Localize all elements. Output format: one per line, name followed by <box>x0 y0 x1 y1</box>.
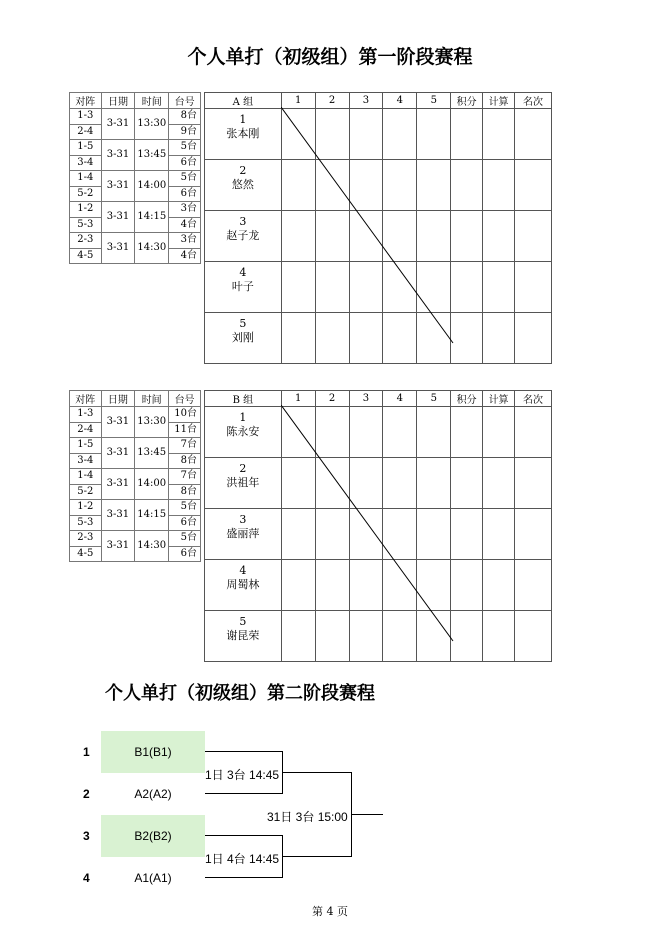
player-number: 4 <box>239 564 247 577</box>
grid-header: 积分 <box>451 93 483 109</box>
player-row <box>205 160 552 211</box>
pairing-cell: 2-4 <box>70 124 102 140</box>
bracket-player: A1(A1) <box>134 871 172 885</box>
grid-header: 4 <box>383 93 417 109</box>
score-cell <box>417 458 451 509</box>
final-match-info: 31日 3台 15:00 <box>267 810 348 824</box>
player-name: 盛丽萍 <box>226 527 260 540</box>
score-cell <box>417 109 451 160</box>
date-cell: 3-31 <box>101 109 135 140</box>
score-cell <box>315 109 349 160</box>
score-cell <box>451 262 483 313</box>
bracket-line <box>351 814 383 815</box>
table-number-cell: 6台 <box>169 546 201 562</box>
score-cell <box>315 211 349 262</box>
player-row <box>205 407 552 458</box>
group-label: A 组 <box>205 93 282 109</box>
table-number-cell: 11台 <box>169 422 201 438</box>
grid-header: 2 <box>315 391 349 407</box>
score-cell <box>515 509 552 560</box>
bracket-line <box>282 772 352 773</box>
player-name: 悠然 <box>231 178 254 191</box>
player-name: 陈永安 <box>226 425 260 438</box>
grid-header: 5 <box>417 391 451 407</box>
score-cell <box>451 313 483 364</box>
date-cell: 3-31 <box>101 233 135 264</box>
table-number-cell: 5台 <box>169 140 201 156</box>
time-cell: 13:45 <box>135 140 169 171</box>
schedule-row <box>70 233 201 249</box>
schedule-header: 对阵 <box>70 391 102 407</box>
time-cell: 14:15 <box>135 500 169 531</box>
date-cell: 3-31 <box>101 171 135 202</box>
score-cell <box>281 560 315 611</box>
bracket-line <box>282 856 352 857</box>
player-cell <box>205 160 282 211</box>
time-cell: 13:30 <box>135 407 169 438</box>
score-cell <box>349 458 383 509</box>
score-cell <box>383 509 417 560</box>
table-number-cell: 8台 <box>169 484 201 500</box>
score-cell <box>281 611 315 662</box>
date-cell: 3-31 <box>101 531 135 562</box>
score-cell <box>281 109 315 160</box>
score-cell <box>515 611 552 662</box>
player-name: 刘刚 <box>231 331 254 344</box>
date-cell: 3-31 <box>101 407 135 438</box>
player-cell <box>205 313 282 364</box>
pairing-cell: 3-4 <box>70 453 102 469</box>
schedule-header: 台号 <box>169 93 201 109</box>
grid-header: 5 <box>417 93 451 109</box>
score-cell <box>483 313 515 364</box>
player-row <box>205 509 552 560</box>
score-cell <box>315 262 349 313</box>
score-cell <box>417 509 451 560</box>
score-cell <box>417 611 451 662</box>
time-cell: 14:30 <box>135 531 169 562</box>
score-cell <box>383 611 417 662</box>
schedule-header: 日期 <box>101 93 135 109</box>
schedule-header: 台号 <box>169 391 201 407</box>
pairing-cell: 1-4 <box>70 469 102 485</box>
schedule-header: 日期 <box>101 391 135 407</box>
pairing-cell: 2-3 <box>70 531 102 547</box>
player-number: 1 <box>239 411 247 424</box>
score-cell <box>383 160 417 211</box>
score-cell <box>281 313 315 364</box>
score-cell <box>281 509 315 560</box>
grid-header: 1 <box>281 93 315 109</box>
player-name: 谢昆荣 <box>226 629 260 642</box>
player-cell <box>205 611 282 662</box>
seed-number: 1 <box>83 745 90 759</box>
schedule-row <box>70 140 201 156</box>
schedule-header: 时间 <box>135 93 169 109</box>
table-number-cell: 8台 <box>169 453 201 469</box>
group-a-schedule-table <box>69 92 201 264</box>
grid-header: 3 <box>349 93 383 109</box>
time-cell: 14:15 <box>135 202 169 233</box>
grid-header: 计算 <box>483 93 515 109</box>
score-cell <box>483 458 515 509</box>
time-cell: 14:00 <box>135 171 169 202</box>
pairing-cell: 4-5 <box>70 248 102 264</box>
score-cell <box>451 458 483 509</box>
score-cell <box>515 458 552 509</box>
player-number: 1 <box>239 113 247 126</box>
score-cell <box>315 611 349 662</box>
pairing-cell: 2-4 <box>70 422 102 438</box>
player-row <box>205 313 552 364</box>
time-cell: 14:00 <box>135 469 169 500</box>
bracket-line <box>205 793 283 794</box>
score-cell <box>451 560 483 611</box>
table-number-cell: 7台 <box>169 469 201 485</box>
seed-number: 2 <box>83 787 90 801</box>
score-cell <box>451 509 483 560</box>
player-name: 洪祖年 <box>226 476 260 489</box>
pairing-cell: 1-2 <box>70 500 102 516</box>
player-number: 2 <box>239 462 247 475</box>
grid-header: 名次 <box>515 93 552 109</box>
table-number-cell: 5台 <box>169 531 201 547</box>
player-name: 周蜀林 <box>226 578 260 591</box>
score-cell <box>383 211 417 262</box>
pairing-cell: 4-5 <box>70 546 102 562</box>
table-number-cell: 8台 <box>169 109 201 125</box>
schedule-row <box>70 171 201 187</box>
score-cell <box>349 211 383 262</box>
score-cell <box>515 211 552 262</box>
score-cell <box>315 407 349 458</box>
score-cell <box>515 407 552 458</box>
table-number-cell: 5台 <box>169 500 201 516</box>
match-info: 1日 4台 14:45 <box>205 852 280 866</box>
table-number-cell: 6台 <box>169 155 201 171</box>
score-cell <box>515 109 552 160</box>
pairing-cell: 1-5 <box>70 140 102 156</box>
score-cell <box>451 109 483 160</box>
date-cell: 3-31 <box>101 140 135 171</box>
player-cell <box>205 109 282 160</box>
schedule-header: 对阵 <box>70 93 102 109</box>
score-cell <box>483 262 515 313</box>
player-number: 3 <box>239 513 247 526</box>
score-cell <box>417 262 451 313</box>
pairing-cell: 1-5 <box>70 438 102 454</box>
score-cell <box>315 160 349 211</box>
schedule-row <box>70 469 201 485</box>
table-number-cell: 9台 <box>169 124 201 140</box>
table-number-cell: 6台 <box>169 186 201 202</box>
score-cell <box>349 313 383 364</box>
score-cell <box>315 560 349 611</box>
player-row <box>205 560 552 611</box>
pairing-cell: 5-2 <box>70 484 102 500</box>
match-info: 1日 3台 14:45 <box>205 768 280 782</box>
score-cell <box>281 211 315 262</box>
grid-header: 积分 <box>451 391 483 407</box>
grid-header: 4 <box>383 391 417 407</box>
stage2-title: 个人单打（初级组）第二阶段赛程 <box>105 683 375 704</box>
score-cell <box>417 560 451 611</box>
bracket-line <box>205 877 283 878</box>
score-cell <box>417 407 451 458</box>
table-number-cell: 10台 <box>169 407 201 423</box>
seed-number: 3 <box>83 829 90 843</box>
score-cell <box>349 262 383 313</box>
score-cell <box>281 262 315 313</box>
date-cell: 3-31 <box>101 438 135 469</box>
player-row <box>205 211 552 262</box>
score-cell <box>483 160 515 211</box>
pairing-cell: 1-2 <box>70 202 102 218</box>
player-cell <box>205 262 282 313</box>
grid-header: 3 <box>349 391 383 407</box>
bracket-player: B2(B2) <box>134 829 172 843</box>
score-cell <box>515 262 552 313</box>
score-cell <box>383 458 417 509</box>
player-cell <box>205 458 282 509</box>
score-cell <box>483 611 515 662</box>
schedule-row <box>70 109 201 125</box>
player-cell <box>205 560 282 611</box>
score-cell <box>451 160 483 211</box>
seed-number: 4 <box>83 871 90 885</box>
player-row <box>205 109 552 160</box>
table-number-cell: 5台 <box>169 171 201 187</box>
score-cell <box>417 160 451 211</box>
pairing-cell: 5-2 <box>70 186 102 202</box>
score-cell <box>483 211 515 262</box>
grid-header: 2 <box>315 93 349 109</box>
player-name: 赵子龙 <box>226 229 260 242</box>
pairing-cell: 3-4 <box>70 155 102 171</box>
score-cell <box>315 313 349 364</box>
score-cell <box>483 560 515 611</box>
player-number: 5 <box>239 615 247 628</box>
score-cell <box>383 313 417 364</box>
schedule-row <box>70 531 201 547</box>
table-number-cell: 4台 <box>169 217 201 233</box>
score-cell <box>451 611 483 662</box>
score-cell <box>349 560 383 611</box>
player-row <box>205 262 552 313</box>
bracket-player: B1(B1) <box>134 745 172 759</box>
table-number-cell: 6台 <box>169 515 201 531</box>
score-cell <box>349 611 383 662</box>
score-cell <box>383 262 417 313</box>
score-cell <box>383 407 417 458</box>
score-cell <box>451 211 483 262</box>
grid-header: 1 <box>281 391 315 407</box>
score-cell <box>515 160 552 211</box>
player-cell <box>205 407 282 458</box>
schedule-row <box>70 500 201 516</box>
pairing-cell: 5-3 <box>70 515 102 531</box>
score-cell <box>515 560 552 611</box>
score-cell <box>383 109 417 160</box>
score-cell <box>417 313 451 364</box>
pairing-cell: 2-3 <box>70 233 102 249</box>
stage1-title: 个人单打（初级组）第一阶段赛程 <box>187 46 473 68</box>
date-cell: 3-31 <box>101 500 135 531</box>
group-label: B 组 <box>205 391 282 407</box>
bracket-player: A2(A2) <box>134 787 172 801</box>
player-number: 3 <box>239 215 247 228</box>
bracket-line <box>205 751 283 752</box>
player-row <box>205 611 552 662</box>
player-number: 4 <box>239 266 247 279</box>
player-row <box>205 458 552 509</box>
score-cell <box>483 109 515 160</box>
pairing-cell: 1-3 <box>70 109 102 125</box>
page-footer: 第 4 页 <box>312 905 348 918</box>
score-cell <box>349 160 383 211</box>
score-cell <box>483 509 515 560</box>
pairing-cell: 1-4 <box>70 171 102 187</box>
group-b-schedule-table <box>69 390 201 562</box>
score-cell <box>515 313 552 364</box>
score-cell <box>281 458 315 509</box>
score-cell <box>281 407 315 458</box>
pairing-cell: 1-3 <box>70 407 102 423</box>
score-cell <box>315 458 349 509</box>
score-cell <box>383 560 417 611</box>
bracket-line <box>205 835 283 836</box>
table-number-cell: 4台 <box>169 248 201 264</box>
player-cell <box>205 509 282 560</box>
player-cell <box>205 211 282 262</box>
pairing-cell: 5-3 <box>70 217 102 233</box>
player-number: 5 <box>239 317 247 330</box>
schedule-row <box>70 438 201 454</box>
grid-header: 计算 <box>483 391 515 407</box>
schedule-header: 时间 <box>135 391 169 407</box>
table-number-cell: 7台 <box>169 438 201 454</box>
score-cell <box>315 509 349 560</box>
player-name: 张本刚 <box>226 127 260 140</box>
score-cell <box>451 407 483 458</box>
grid-header: 名次 <box>515 391 552 407</box>
player-name: 叶子 <box>231 280 254 293</box>
time-cell: 13:45 <box>135 438 169 469</box>
date-cell: 3-31 <box>101 202 135 233</box>
schedule-row <box>70 407 201 423</box>
time-cell: 13:30 <box>135 109 169 140</box>
score-cell <box>483 407 515 458</box>
score-cell <box>417 211 451 262</box>
table-number-cell: 3台 <box>169 233 201 249</box>
score-cell <box>349 109 383 160</box>
score-cell <box>349 509 383 560</box>
time-cell: 14:30 <box>135 233 169 264</box>
player-number: 2 <box>239 164 247 177</box>
group-a-grid <box>204 92 552 364</box>
score-cell <box>349 407 383 458</box>
date-cell: 3-31 <box>101 469 135 500</box>
score-cell <box>281 160 315 211</box>
group-b-grid <box>204 390 552 662</box>
table-number-cell: 3台 <box>169 202 201 218</box>
schedule-row <box>70 202 201 218</box>
